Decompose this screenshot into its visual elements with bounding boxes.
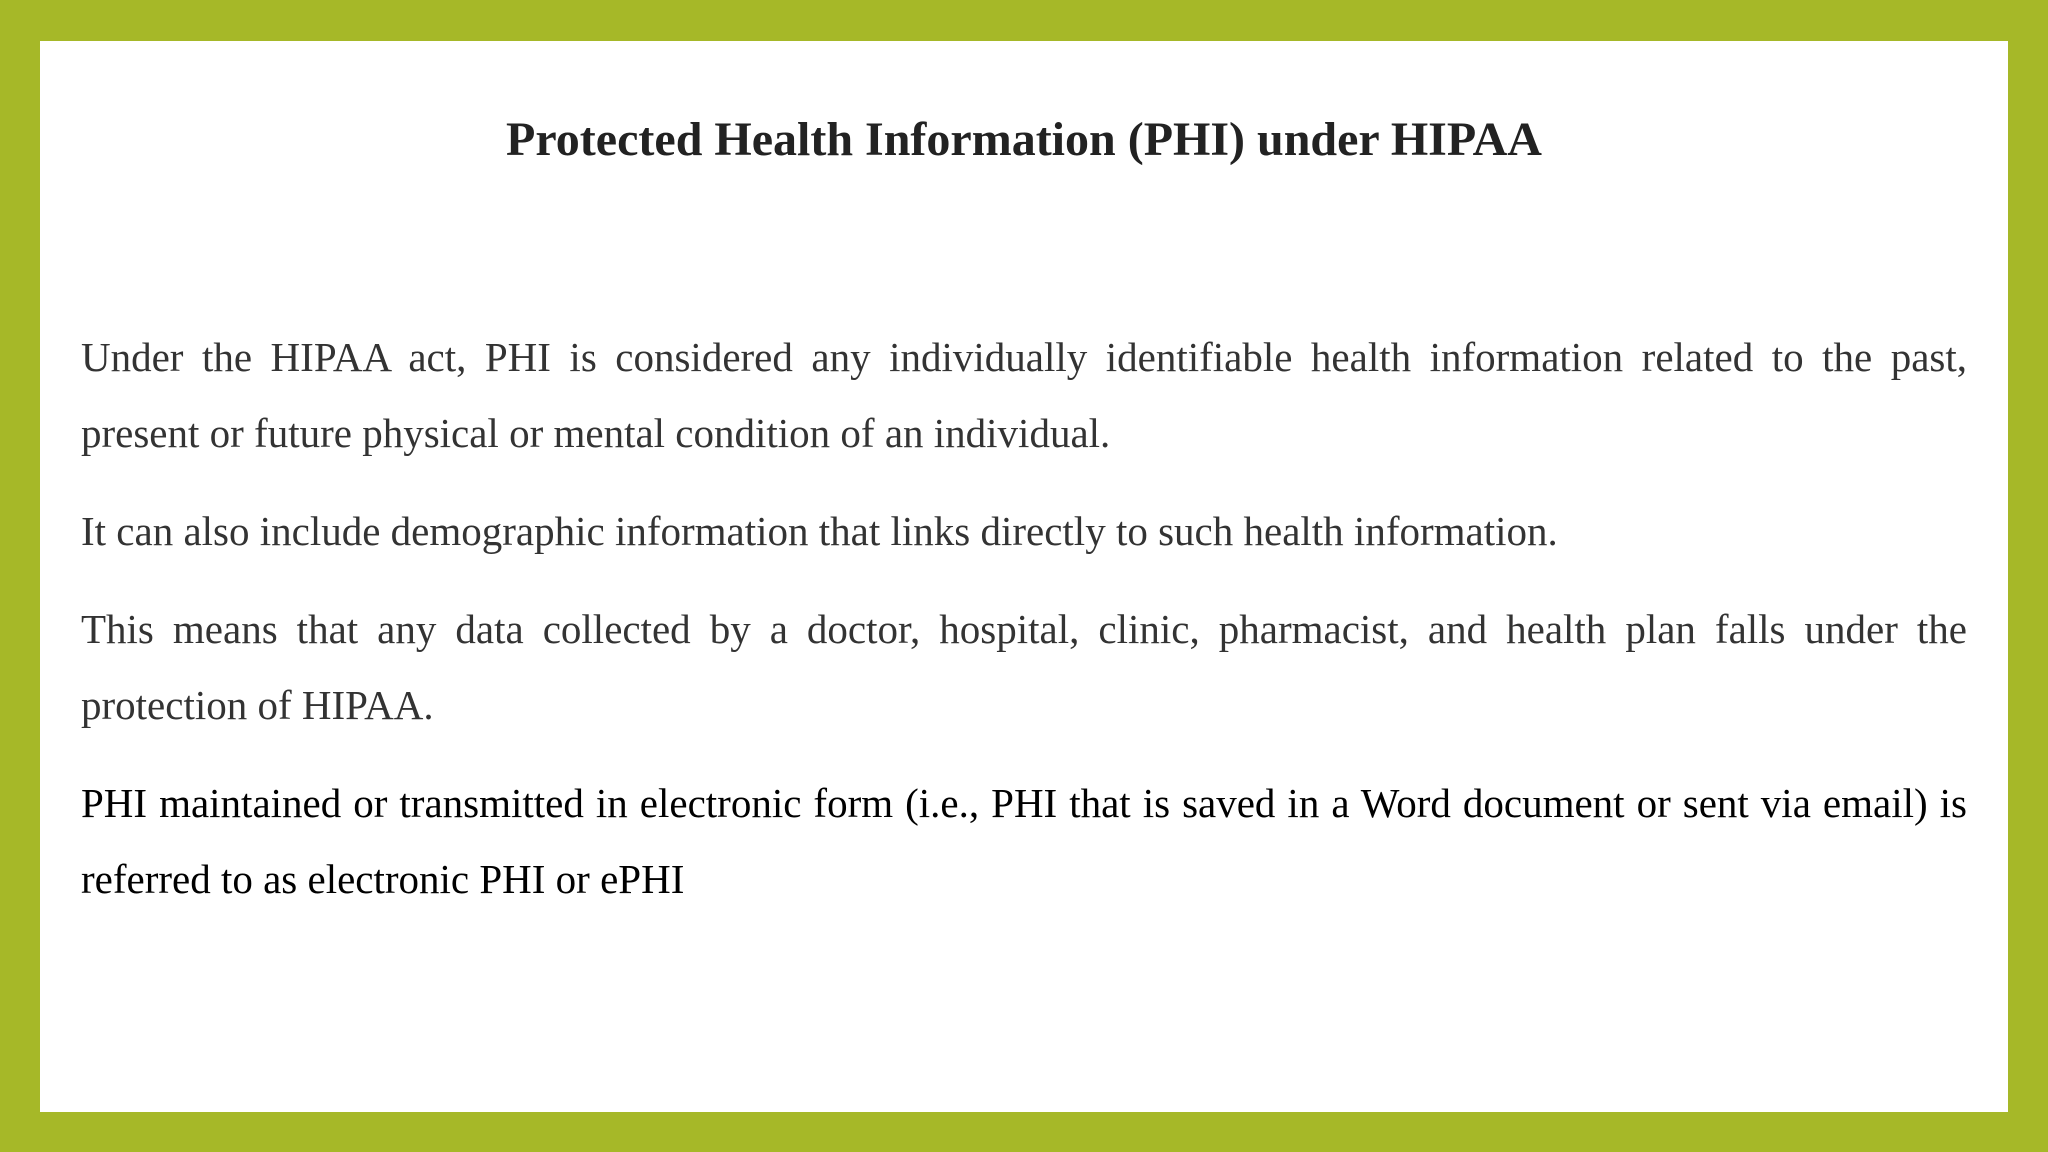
slide-content-area (40, 41, 2008, 1112)
paragraph-demographic-info: It can also include demographic information that links directly to such health information. (81, 508, 1558, 554)
paragraph-phi-definition: Under the HIPAA act, PHI is considered any individually identifiable health information related to the past, present or future physical or mental condition of an individual. (81, 334, 1967, 456)
slide-body (81, 319, 1967, 939)
slide-title: Protected Health Information (PHI) under HIPAA (506, 113, 1542, 166)
paragraph-ephi: PHI maintained or transmitted in electronic form (i.e., PHI that is saved in a Word document or sent via email) is referred to as electronic PHI or ePHI (81, 780, 1967, 902)
paragraph-data-collection: This means that any data collected by a doctor, hospital, clinic, pharmacist, and health plan falls under the protection of HIPAA. (81, 606, 1967, 728)
